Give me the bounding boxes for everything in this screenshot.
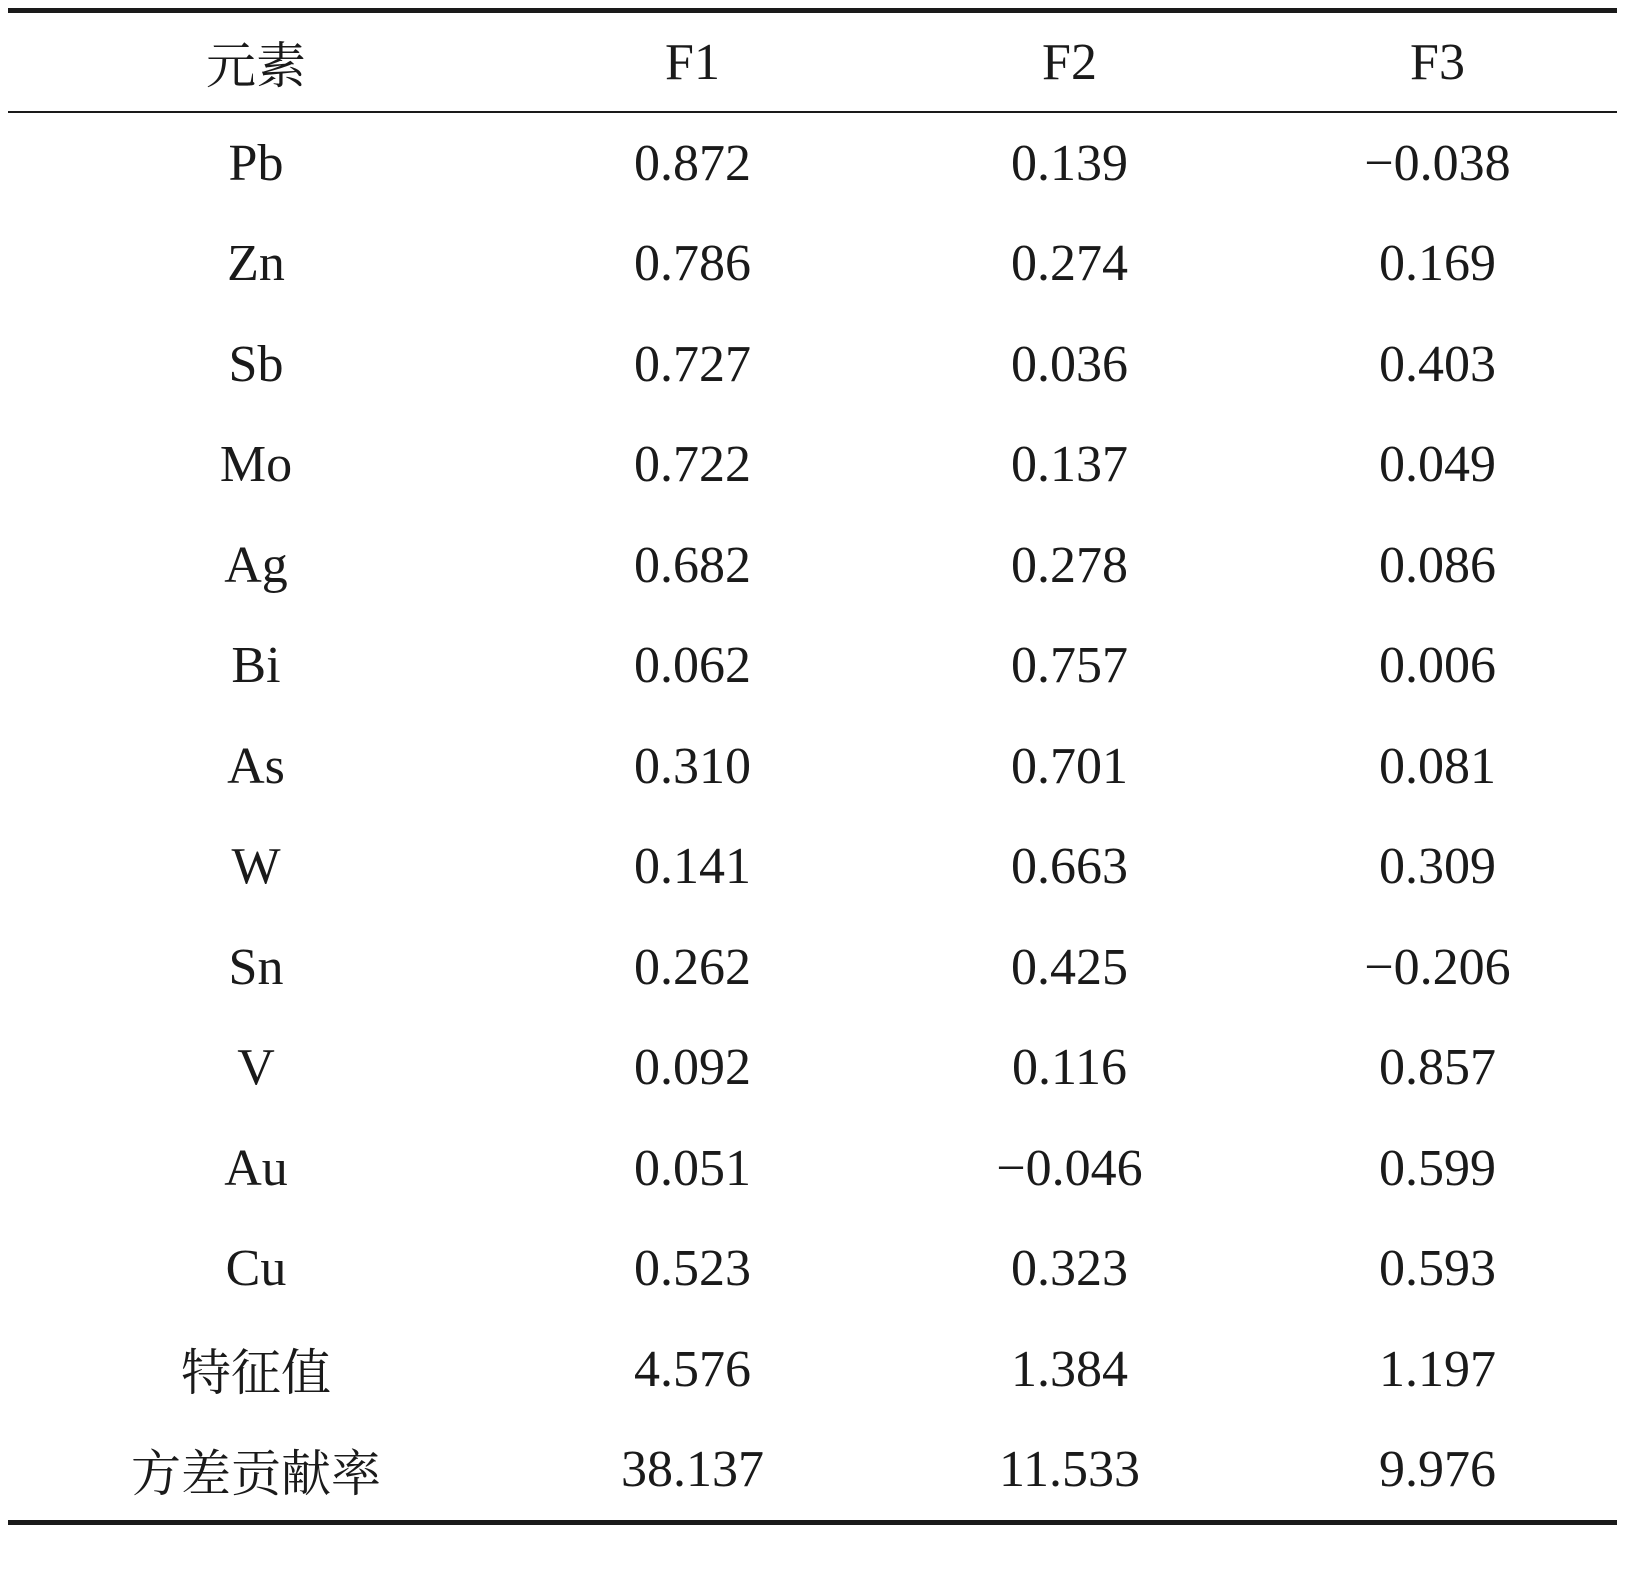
cell-f1: 0.092: [634, 1039, 751, 1097]
cell-f1: 0.786: [634, 235, 751, 293]
cell-f2: 1.384: [1011, 1340, 1128, 1398]
cell-f1: 0.872: [634, 134, 751, 192]
cell-f1: 38.137: [621, 1441, 764, 1499]
cell-f3: 0.086: [1379, 536, 1496, 594]
cell-f1: 0.262: [634, 938, 751, 996]
row-label: Pb: [228, 134, 284, 192]
cell-f1: 0.062: [634, 637, 751, 695]
row-label: 方差贡献率: [131, 1444, 381, 1503]
cell-f2: 0.274: [1011, 235, 1128, 293]
cell-f2: 0.278: [1011, 536, 1128, 594]
cell-f1: 0.523: [634, 1240, 751, 1298]
table-row: [8, 616, 1617, 717]
table-row: [8, 214, 1617, 315]
cell-f2: 0.663: [1011, 838, 1128, 896]
cell-f3: 0.006: [1379, 637, 1496, 695]
header-f2: F2: [1042, 33, 1097, 91]
factor-loading-table: [8, 8, 1617, 1525]
cell-f2: 0.116: [1011, 1039, 1128, 1097]
table-row: [8, 716, 1617, 817]
table-row: [8, 1118, 1617, 1219]
cell-f3: 1.197: [1379, 1340, 1496, 1398]
cell-f2: 0.425: [1011, 938, 1128, 996]
cell-f1: 0.310: [634, 737, 751, 795]
row-label: Au: [224, 1139, 288, 1197]
row-label: Ag: [224, 536, 288, 594]
cell-f1: 0.682: [634, 536, 751, 594]
cell-f2: 0.701: [1011, 737, 1128, 795]
row-label: V: [237, 1039, 275, 1097]
row-label: Cu: [225, 1240, 287, 1298]
cell-f3: 9.976: [1379, 1441, 1496, 1499]
table-row: [8, 1319, 1617, 1420]
cell-f2: 0.757: [1011, 637, 1128, 695]
table-row: [8, 1219, 1617, 1320]
cell-f1: 4.576: [634, 1340, 751, 1398]
table-row: [8, 314, 1617, 415]
cell-f3: 0.309: [1379, 838, 1496, 896]
cell-f3: 0.593: [1379, 1240, 1496, 1298]
cell-f1: 0.722: [634, 436, 751, 494]
row-label: Sb: [228, 335, 284, 393]
table-row: [8, 515, 1617, 616]
row-label: Mo: [219, 436, 293, 494]
cell-f3: 0.403: [1379, 335, 1496, 393]
row-label: Sn: [228, 938, 284, 996]
cell-f3: 0.857: [1379, 1039, 1496, 1097]
cell-f2: 0.036: [1011, 335, 1128, 393]
row-label: Zn: [227, 235, 285, 293]
header-element: 元素: [206, 37, 306, 95]
cell-f3: 0.049: [1379, 436, 1496, 494]
table-row: [8, 917, 1617, 1018]
header-f3: F3: [1410, 33, 1465, 91]
cell-f1: 0.141: [634, 838, 751, 896]
cell-f1: 0.051: [634, 1139, 751, 1197]
row-label: 特征值: [181, 1344, 331, 1403]
cell-f3: −0.206: [1364, 938, 1511, 996]
cell-f3: −0.038: [1364, 134, 1511, 192]
table-row: [8, 415, 1617, 516]
header-row: [8, 13, 1617, 111]
row-label: As: [227, 737, 285, 795]
table-bottom-rule: [8, 1520, 1617, 1525]
table-row: [8, 1420, 1617, 1521]
cell-f1: 0.727: [634, 335, 751, 393]
header-f1: F1: [665, 33, 720, 91]
row-label: W: [231, 838, 281, 896]
table-row: [8, 817, 1617, 918]
cell-f2: −0.046: [996, 1139, 1143, 1197]
cell-f2: 0.137: [1011, 436, 1128, 494]
cell-f2: 11.533: [998, 1441, 1141, 1499]
data-table: [8, 13, 1617, 111]
cell-f3: 0.169: [1379, 235, 1496, 293]
data-table-body: [8, 113, 1617, 1520]
cell-f3: 0.081: [1379, 737, 1496, 795]
cell-f2: 0.139: [1011, 134, 1128, 192]
table-row: [8, 113, 1617, 214]
cell-f3: 0.599: [1379, 1139, 1496, 1197]
table-row: [8, 1018, 1617, 1119]
cell-f2: 0.323: [1011, 1240, 1128, 1298]
row-label: Bi: [231, 637, 281, 695]
table-header: [8, 13, 1617, 111]
